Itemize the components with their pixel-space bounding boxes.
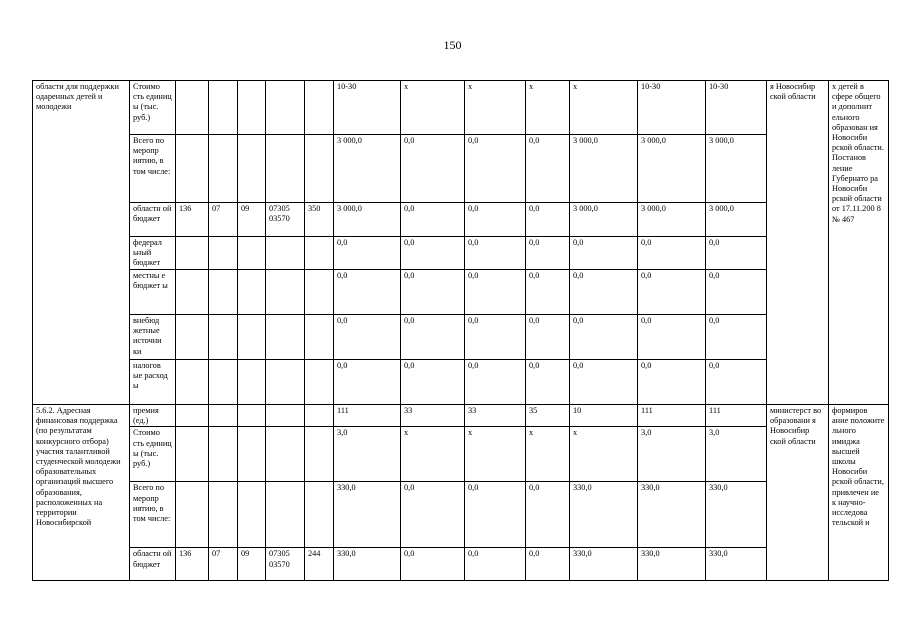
value-cell: 0,0 [401,315,465,360]
gr-code-cell: 136 [176,548,209,581]
indicator-cell: Всего по меропр иятию, в том числе: [130,482,176,548]
table-row [33,548,889,581]
pr-code-cell [238,81,266,135]
value-cell: х [526,81,570,135]
value-cell: 0,0 [526,315,570,360]
csr-code-cell [266,81,305,135]
indicator-cell: внебюд жетные источни ки [130,315,176,360]
table-row [33,427,889,482]
value-cell: 0,0 [526,548,570,581]
vr-code-cell [305,81,334,135]
pr-code-cell [238,482,266,548]
value-cell: 3 000,0 [638,135,706,203]
vr-code-cell [305,405,334,427]
program-name-cell: области для поддержки одаренных детей и молодежи [33,81,130,405]
expected-result-cell: х детей в сфере общего и дополнит ельного образован ия Новосиби рской области. Постанов ление Губернато ра Новосиби рской области от 17.11.200 8 № 467 [829,81,889,405]
value-cell: 0,0 [401,203,465,237]
value-cell: 0,0 [526,237,570,270]
value-cell: 3 000,0 [334,135,401,203]
value-cell: 330,0 [706,548,767,581]
gr-code-cell: 136 [176,203,209,237]
program-budget-table [32,80,889,581]
rz-code-cell [209,237,238,270]
csr-code-cell [266,482,305,548]
value-cell: х [465,427,526,482]
value-cell: 0,0 [638,237,706,270]
value-cell: 0,0 [570,270,638,315]
value-cell: 0,0 [334,237,401,270]
indicator-cell: областн ой бюджет [130,203,176,237]
rz-code-cell [209,270,238,315]
value-cell: 0,0 [570,237,638,270]
pr-code-cell: 09 [238,548,266,581]
csr-code-cell [266,135,305,203]
rz-code-cell [209,135,238,203]
value-cell: 330,0 [334,482,401,548]
gr-code-cell [176,405,209,427]
value-cell: 35 [526,405,570,427]
table-row [33,270,889,315]
table-row [33,482,889,548]
value-cell: 0,0 [401,360,465,405]
vr-code-cell [305,360,334,405]
vr-code-cell [305,237,334,270]
value-cell: 33 [465,405,526,427]
gr-code-cell [176,315,209,360]
value-cell: 3 000,0 [706,203,767,237]
value-cell: 10-30 [334,81,401,135]
indicator-cell: местны е бюджет ы [130,270,176,315]
table-row [33,360,889,405]
value-cell: 330,0 [638,548,706,581]
value-cell: 10-30 [638,81,706,135]
pr-code-cell [238,405,266,427]
csr-code-cell: 07305 03570 [266,548,305,581]
table-row [33,81,889,135]
vr-code-cell [305,482,334,548]
csr-code-cell [266,315,305,360]
value-cell: х [401,427,465,482]
value-cell: 0,0 [638,270,706,315]
value-cell: х [401,81,465,135]
value-cell: 0,0 [401,237,465,270]
table-row [33,315,889,360]
table-row [33,237,889,270]
responsible-cell: я Новосибир ской области [767,81,829,405]
indicator-cell: премия (ед.) [130,405,176,427]
value-cell: 10-30 [706,81,767,135]
pr-code-cell [238,270,266,315]
pr-code-cell: 09 [238,203,266,237]
rz-code-cell [209,482,238,548]
value-cell: 0,0 [638,315,706,360]
pr-code-cell [238,135,266,203]
value-cell: 3,0 [706,427,767,482]
indicator-cell: Стоимо сть единиц ы (тыс. руб.) [130,427,176,482]
value-cell: 330,0 [706,482,767,548]
csr-code-cell [266,270,305,315]
value-cell: х [570,427,638,482]
pr-code-cell [238,427,266,482]
value-cell: 0,0 [570,315,638,360]
responsible-cell: министерст во образовани я Новосибир ской области [767,405,829,581]
value-cell: 0,0 [465,237,526,270]
value-cell: 111 [706,405,767,427]
value-cell: 330,0 [570,548,638,581]
value-cell: 0,0 [401,548,465,581]
value-cell: 0,0 [706,270,767,315]
gr-code-cell [176,237,209,270]
value-cell: 0,0 [638,360,706,405]
value-cell: 0,0 [401,482,465,548]
vr-code-cell [305,315,334,360]
rz-code-cell [209,315,238,360]
value-cell: 0,0 [465,315,526,360]
value-cell: 0,0 [526,360,570,405]
csr-code-cell: 07305 03570 [266,203,305,237]
value-cell: 330,0 [638,482,706,548]
value-cell: 0,0 [401,135,465,203]
vr-code-cell [305,427,334,482]
rz-code-cell [209,427,238,482]
value-cell: 3 000,0 [570,135,638,203]
pr-code-cell [238,315,266,360]
value-cell: 0,0 [334,315,401,360]
csr-code-cell [266,237,305,270]
value-cell: 0,0 [706,360,767,405]
rz-code-cell [209,81,238,135]
csr-code-cell [266,427,305,482]
value-cell: 3 000,0 [638,203,706,237]
value-cell: 10 [570,405,638,427]
table-row [33,405,889,427]
indicator-cell: Всего по меропр иятию, в том числе: [130,135,176,203]
value-cell: 3,0 [334,427,401,482]
value-cell: 3 000,0 [570,203,638,237]
pr-code-cell [238,360,266,405]
rz-code-cell: 07 [209,548,238,581]
vr-code-cell: 244 [305,548,334,581]
rz-code-cell [209,360,238,405]
indicator-cell: налогов ые расход ы [130,360,176,405]
indicator-cell: Стоимо сть единиц ы (тыс. руб.) [130,81,176,135]
expected-result-cell: формиров ание положите льного имиджа высшей школы Новосиби рской области, привлечен ие к научно-исследова тельской и [829,405,889,581]
gr-code-cell [176,482,209,548]
value-cell: 0,0 [526,135,570,203]
value-cell: 3,0 [638,427,706,482]
vr-code-cell [305,270,334,315]
indicator-cell: федерал ьный бюджет [130,237,176,270]
value-cell: 0,0 [526,270,570,315]
table-row [33,203,889,237]
gr-code-cell [176,81,209,135]
rz-code-cell: 07 [209,203,238,237]
value-cell: 0,0 [570,360,638,405]
value-cell: 0,0 [465,548,526,581]
value-cell: 0,0 [706,315,767,360]
csr-code-cell [266,360,305,405]
rz-code-cell [209,405,238,427]
value-cell: 330,0 [570,482,638,548]
value-cell: 3 000,0 [706,135,767,203]
gr-code-cell [176,270,209,315]
value-cell: х [465,81,526,135]
pr-code-cell [238,237,266,270]
value-cell: 0,0 [334,270,401,315]
value-cell: 0,0 [465,482,526,548]
table-row [33,135,889,203]
value-cell: 111 [638,405,706,427]
program-name-cell: 5.6.2. Адресная финансовая поддержка (по результатам конкурсного отбора) участия талантливой студенческой молодежи образовательных организаций высшего образования, расположенных на территории Новосибирской [33,405,130,581]
page-number: 150 [443,38,462,52]
value-cell: 0,0 [401,270,465,315]
vr-code-cell: 350 [305,203,334,237]
gr-code-cell [176,427,209,482]
value-cell: 0,0 [465,270,526,315]
value-cell: 111 [334,405,401,427]
indicator-cell: областн ой бюджет [130,548,176,581]
value-cell: 0,0 [465,360,526,405]
value-cell: 0,0 [706,237,767,270]
value-cell: 0,0 [465,203,526,237]
value-cell: 330,0 [334,548,401,581]
value-cell: 33 [401,405,465,427]
csr-code-cell [266,405,305,427]
value-cell: 0,0 [526,203,570,237]
vr-code-cell [305,135,334,203]
value-cell: 3 000,0 [334,203,401,237]
value-cell: 0,0 [465,135,526,203]
gr-code-cell [176,135,209,203]
value-cell: 0,0 [526,482,570,548]
value-cell: х [526,427,570,482]
value-cell: х [570,81,638,135]
value-cell: 0,0 [334,360,401,405]
gr-code-cell [176,360,209,405]
